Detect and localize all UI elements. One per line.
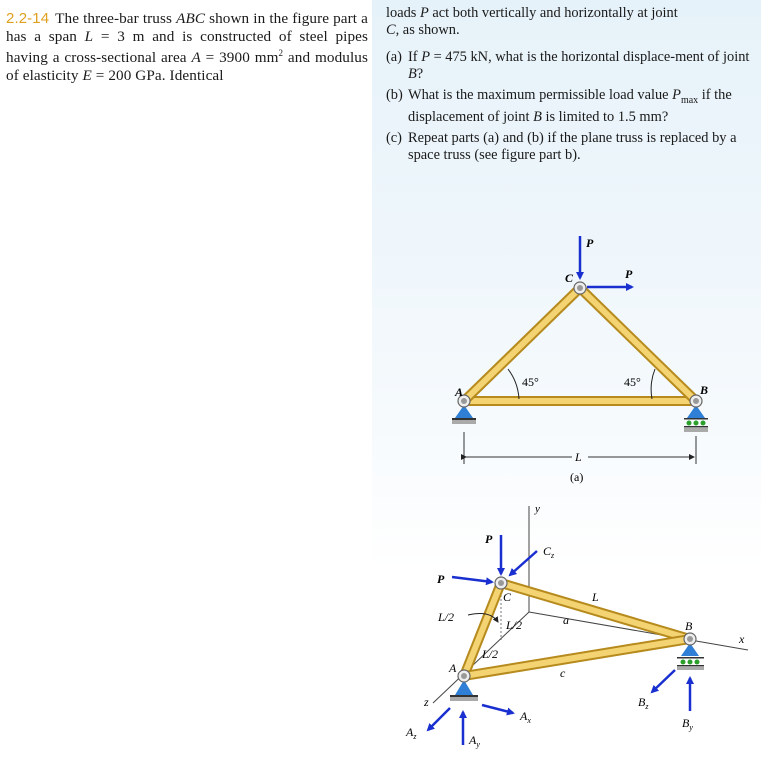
svg-text:L: L <box>592 590 599 604</box>
svg-text:L/2: L/2 <box>482 647 499 661</box>
reaction-arrow-Ax <box>482 705 513 713</box>
svg-text:B: B <box>685 619 693 633</box>
svg-text:B: B <box>700 383 709 397</box>
svg-text:45°: 45° <box>624 375 641 389</box>
svg-text:c: c <box>560 666 566 680</box>
svg-text:L/2: L/2 <box>506 618 523 632</box>
svg-text:C: C <box>565 271 574 285</box>
svg-text:x: x <box>739 632 745 646</box>
svg-text:L: L <box>575 450 582 464</box>
figure-a-plane-truss <box>452 236 708 484</box>
force-arrow-P-horizontal <box>452 577 492 582</box>
svg-text:C: C <box>503 590 512 604</box>
svg-text:y: y <box>535 503 540 515</box>
svg-text:P: P <box>586 236 594 250</box>
angle-arc-right <box>651 369 655 399</box>
question-a: (a) If P = 475 kN, what is the horizontal displace-ment of joint B? <box>386 49 750 82</box>
problem-statement: 2.2-14 The three-bar truss ABC shown in the figure part a has a span L = 3 m and is constructed of steel pipes having a cross-sectional area A = 3900 $mm^2$ and modulus of elasticity E = 200 GPa. Identical <box>6 10 369 84</box>
svg-text:Ax: $A_x$ <box>520 709 531 725</box>
load-description: loads P act both vertically and horizontally at joint C, as shown. <box>386 5 678 38</box>
svg-text:Cz: $C_z$ <box>543 544 555 560</box>
reaction-arrow-Cz <box>510 551 537 575</box>
figure-b-space-truss <box>405 503 748 749</box>
svg-text:A: A <box>455 385 464 399</box>
svg-text:a: a <box>563 613 569 627</box>
reaction-arrow-Bz <box>652 670 675 692</box>
svg-text:P: P <box>625 267 633 281</box>
svg-text:Ay: $A_y$ <box>469 733 480 749</box>
svg-text:P: P <box>485 532 493 546</box>
question-c: (c) Repeat parts (a) and (b) if the plane truss is replaced by a space truss (see figure part b). <box>386 129 737 163</box>
svg-text:45°: 45° <box>522 375 539 389</box>
svg-text:z: z <box>424 695 429 709</box>
svg-text:(a): (a) <box>570 470 584 484</box>
svg-text:By: $B_y$ <box>682 716 693 732</box>
angle-arc-left <box>508 369 519 399</box>
svg-text:P: P <box>437 572 445 586</box>
svg-text:L/2: L/2 <box>438 610 455 624</box>
reaction-arrow-Az <box>428 708 450 730</box>
svg-text:Az: $A_z$ <box>406 725 417 741</box>
svg-text:A: A <box>449 661 457 675</box>
svg-text:Bz: $B_z$ <box>638 695 649 711</box>
question-b: (b) What is the maximum permissible load value $P_{max}$ if the displacement of joint B is limited to 1.5 mm? <box>386 87 732 125</box>
problem-number: 2.2-14 <box>6 10 50 27</box>
